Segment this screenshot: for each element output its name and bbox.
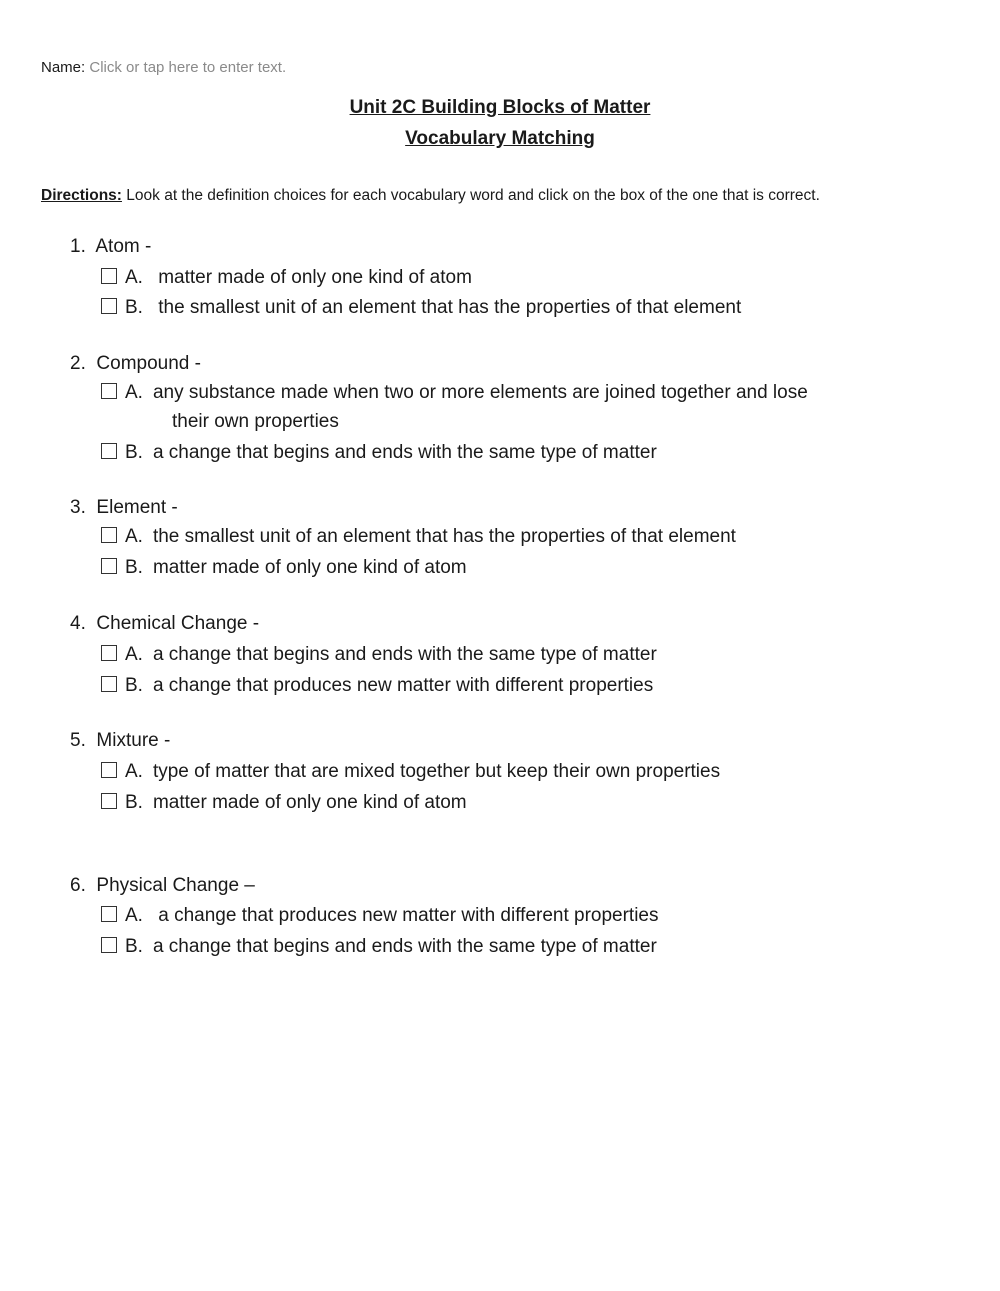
choice-text: a change that begins and ends with the same type of matter [152, 442, 657, 463]
question-term: Compound - [96, 353, 201, 374]
checkbox-1a[interactable] [101, 268, 117, 284]
question-5 [70, 730, 170, 752]
checkbox-4a[interactable] [101, 645, 117, 661]
choice-5b [101, 792, 467, 814]
choice-2a [101, 382, 808, 404]
question-2 [70, 353, 201, 375]
choice-3b [101, 557, 467, 579]
checkbox-5a[interactable] [101, 762, 117, 778]
choice-text: type of matter that are mixed together but keep their own properties [152, 761, 721, 782]
choice-letter: B. [125, 675, 143, 696]
choice-2b [101, 442, 657, 464]
page-title: Unit 2C Building Blocks of Matter [349, 97, 651, 118]
directions-text: Look at the definition choices for each vocabulary word and click on the box of the one that is correct. [121, 187, 820, 204]
page-subtitle: Vocabulary Matching [405, 128, 595, 149]
checkbox-6b[interactable] [101, 937, 117, 953]
choice-text: the smallest unit of an element that has the properties of that element [152, 297, 742, 318]
choice-text: a change that begins and ends with the same type of matter [152, 936, 657, 957]
question-number: 6. [70, 875, 86, 896]
choice-text: matter made of only one kind of atom [152, 267, 472, 288]
choice-4a [101, 644, 657, 666]
choice-letter: B. [125, 557, 143, 578]
checkbox-3b[interactable] [101, 558, 117, 574]
choice-letter: A. [125, 267, 143, 288]
choice-text: a change that begins and ends with the same type of matter [152, 644, 657, 665]
choice-6b [101, 936, 657, 958]
checkbox-2a[interactable] [101, 383, 117, 399]
choice-text: matter made of only one kind of atom [152, 557, 467, 578]
question-term: Physical Change – [96, 875, 255, 896]
question-number: 3. [70, 497, 86, 518]
choice-1b [101, 297, 741, 319]
question-6 [70, 875, 255, 897]
directions-label: Directions: [41, 187, 122, 204]
checkbox-3a[interactable] [101, 527, 117, 543]
checkbox-2b[interactable] [101, 443, 117, 459]
question-3 [70, 497, 178, 519]
choice-text: the smallest unit of an element that has the properties of that element [152, 526, 736, 547]
question-term: Atom - [95, 236, 152, 257]
name-input[interactable]: Click or tap here to enter text. [89, 59, 287, 76]
checkbox-4b[interactable] [101, 676, 117, 692]
checkbox-5b[interactable] [101, 793, 117, 809]
choice-4b [101, 675, 653, 697]
choice-letter: A. [125, 526, 143, 547]
choice-letter: B. [125, 792, 143, 813]
choice-letter: B. [125, 442, 143, 463]
choice-3a [101, 526, 736, 548]
name-label: Name: [41, 59, 86, 76]
choice-6a [101, 905, 659, 927]
question-number: 1. [70, 236, 86, 257]
choice-1a [101, 267, 472, 289]
question-1 [70, 236, 151, 258]
choice-letter: A. [125, 382, 143, 403]
question-term: Chemical Change - [96, 613, 260, 634]
choice-2a-continuation: their own properties [172, 411, 339, 432]
question-number: 2. [70, 353, 86, 374]
choice-text: a change that produces new matter with different properties [152, 675, 654, 696]
choice-text: a change that produces new matter with different properties [152, 905, 659, 926]
choice-text: matter made of only one kind of atom [152, 792, 467, 813]
question-number: 5. [70, 730, 86, 751]
question-term: Mixture - [96, 730, 171, 751]
question-4 [70, 613, 259, 635]
question-number: 4. [70, 613, 86, 634]
question-term: Element - [96, 497, 178, 518]
choice-text: any substance made when two or more elements are joined together and lose [152, 382, 808, 403]
choice-letter: B. [125, 936, 143, 957]
choice-letter: A. [125, 644, 143, 665]
choice-letter: A. [125, 761, 143, 782]
name-line [41, 59, 286, 76]
directions [41, 187, 820, 205]
choice-5a [101, 761, 720, 783]
checkbox-1b[interactable] [101, 298, 117, 314]
choice-letter: A. [125, 905, 143, 926]
checkbox-6a[interactable] [101, 906, 117, 922]
choice-letter: B. [125, 297, 143, 318]
